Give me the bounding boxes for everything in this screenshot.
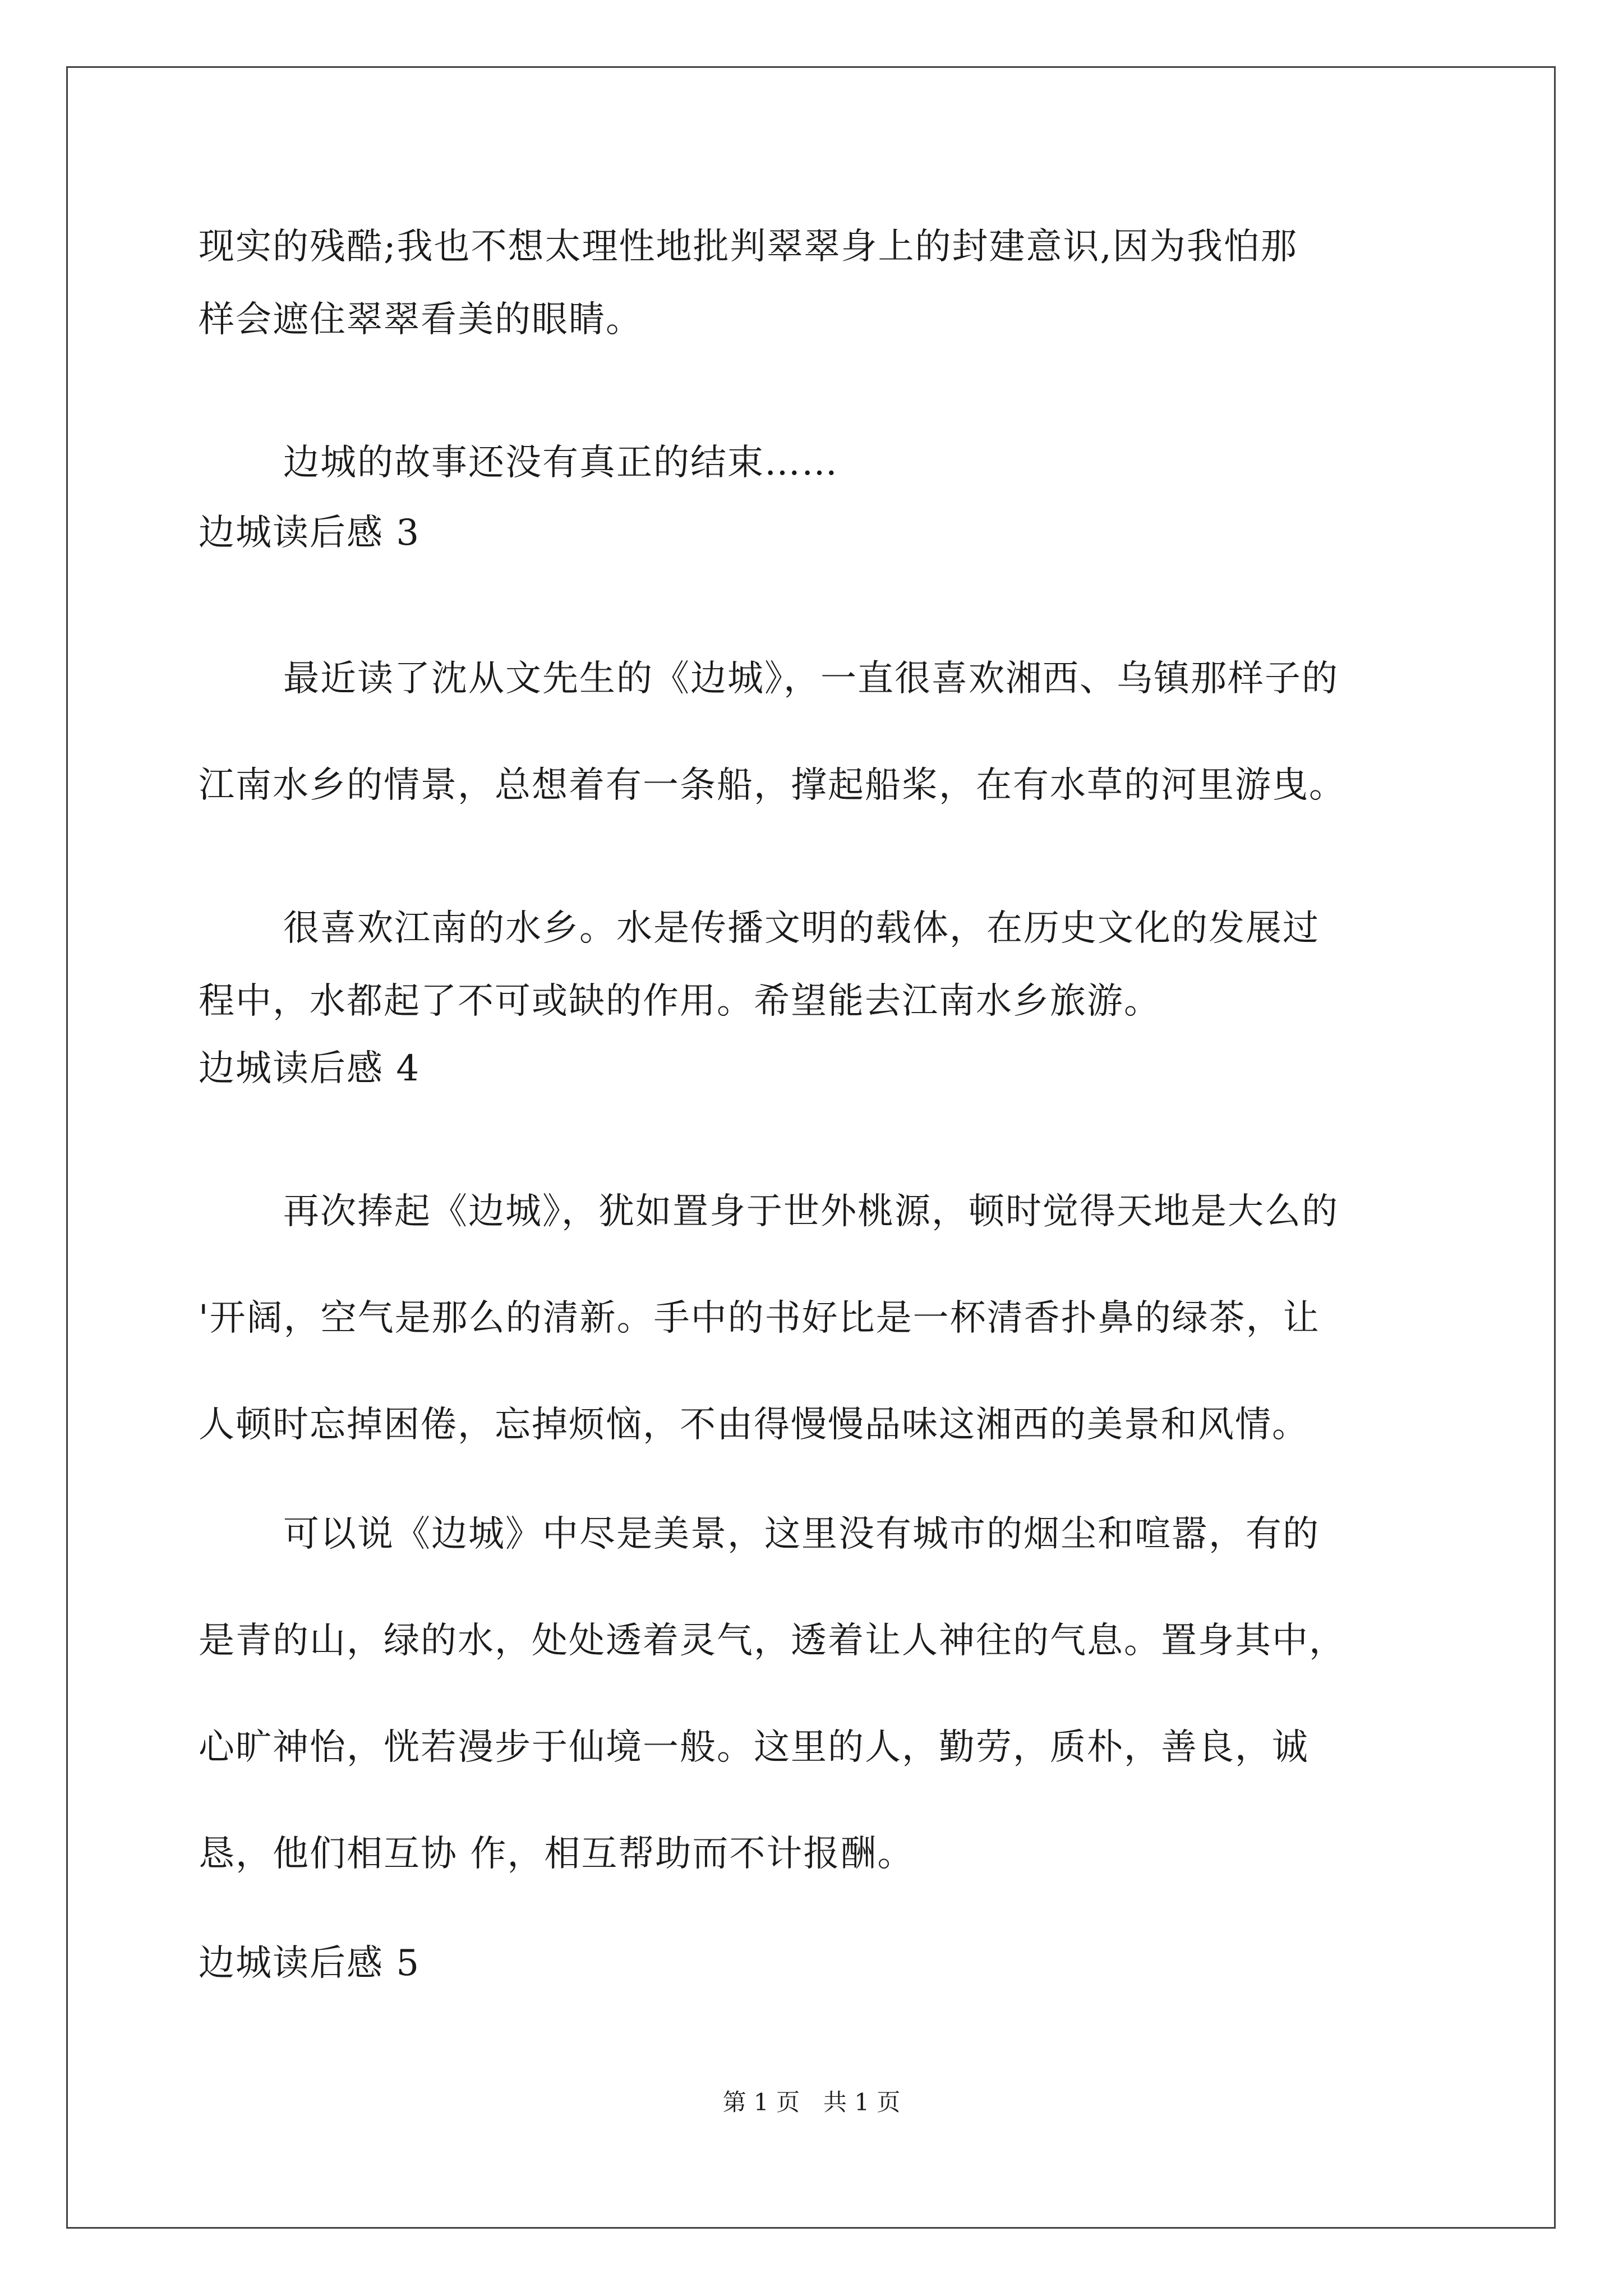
paragraph-line: '开阔，空气是那么的清新。手中的书好比是一杯清香扑鼻的绿茶，让 [199,1297,1320,1339]
section-heading: 边城读后感 4 [199,1048,421,1089]
paragraph-line: 是青的山，绿的水，处处透着灵气，透着让人神往的气息。置身其中， [199,1620,1346,1662]
paragraph-line: 边城的故事还没有真正的结束…… [283,442,838,484]
paragraph-line: 人顿时忘掉困倦，忘掉烦恼，不由得慢慢品味这湘西的美景和风情。 [199,1404,1309,1446]
paragraph-line: 样会遮住翠翠看美的眼睛。 [199,299,643,341]
paragraph-line: 最近读了沈从文先生的《边城》，一直很喜欢湘西、乌镇那样子的 [283,658,1339,700]
paragraph-line: 现实的残酷;我也不想太理性地批判翠翠身上的封建意识,因为我怕那 [199,226,1298,268]
section-heading: 边城读后感 3 [199,512,421,554]
page-border [66,66,1556,2229]
paragraph-line: 再次捧起《边城》，犹如置身于世外桃源，顿时觉得天地是大么的 [283,1191,1339,1232]
section-heading: 边城读后感 5 [199,1943,421,1984]
paragraph-line: 心旷神怡，恍若漫步于仙境一般。这里的人，勤劳，质朴，善良，诚 [199,1727,1309,1768]
page-number-footer: 第 1 页 共 1 页 [722,2088,901,2116]
paragraph-line: 可以说《边城》中尽是美景，这里没有城市的烟尘和喧嚣，有的 [283,1513,1320,1555]
paragraph-line: 恳，他们相互协 作，相互帮助而不计报酬。 [199,1833,915,1875]
paragraph-line: 程中，水都起了不可或缺的作用。希望能去江南水乡旅游。 [199,981,1161,1022]
paragraph-line: 很喜欢江南的水乡。水是传播文明的载体，在历史文化的发展过 [283,908,1320,949]
paragraph-line: 江南水乡的情景，总想着有一条船，撑起船桨，在有水草的河里游曳。 [199,765,1346,806]
